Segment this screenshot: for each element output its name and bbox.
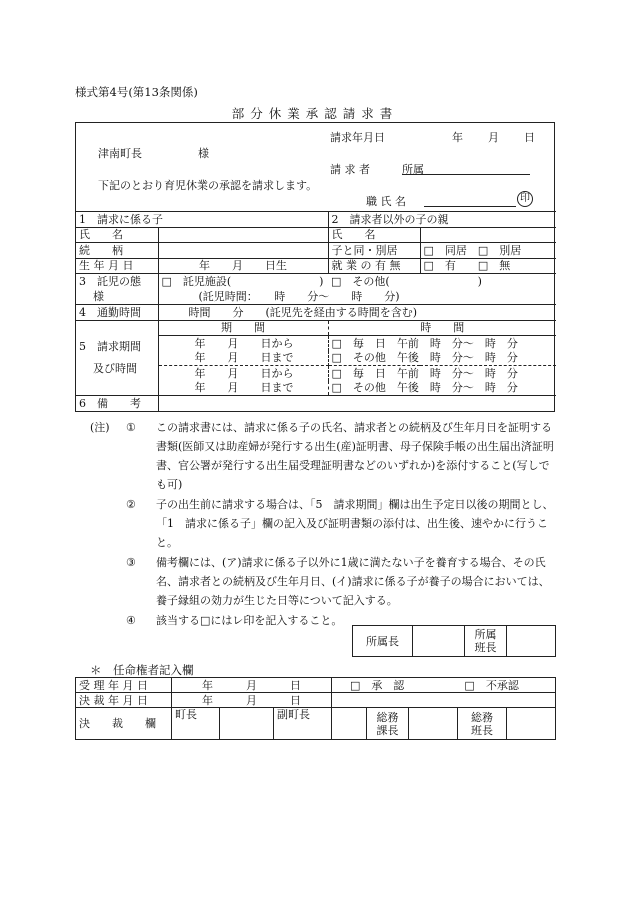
general-affairs-chief-stamp-box[interactable] <box>409 708 458 740</box>
day-label: 日 <box>524 131 535 144</box>
other-care-checkbox[interactable]: □ その他( ) <box>328 274 556 290</box>
birth-field[interactable]: 年 月 日生 <box>158 258 328 274</box>
notes-label: (注) <box>90 421 110 434</box>
mayor-stamp-box[interactable] <box>220 708 274 740</box>
child-name-field[interactable] <box>158 227 328 243</box>
section-childcare: 3 託児の態 様 <box>76 274 158 305</box>
facility-checkbox[interactable]: □ 託児施設( ) <box>158 274 328 290</box>
child-name-label: 氏 名 <box>76 227 158 243</box>
note-item <box>90 495 560 552</box>
form-number: 様式第4号(第13条関係) <box>75 85 198 99</box>
care-time-field[interactable]: (託児時間： 時 分～ 時 分) <box>158 289 556 305</box>
document-title: 部分休業承認請求書 <box>231 106 399 121</box>
request-statement: 下記のとおり育児休業の承認を請求します。 <box>98 179 318 192</box>
general-affairs-leader-stamp-box[interactable] <box>507 708 556 740</box>
section-child: 1 請求に係る子 <box>76 212 328 228</box>
relation-label: 続 柄 <box>76 243 158 259</box>
period1-until[interactable]: 年 月 日まで <box>158 351 328 366</box>
request-form <box>75 122 555 412</box>
vice-mayor-stamp-box[interactable] <box>332 708 367 740</box>
leader-label: 所属 班長 <box>465 626 507 657</box>
note-number: ④ <box>126 614 136 627</box>
note-text: この請求書には、請求に係る子の氏名、請求者との続柄及び生年月日を証明する書類(医師又は助産婦が発行する出生(産)証明書、母子保険手帳の出生届出済証明書、官公署が発行する出生届受理証明書などのいずれか)を添付すること(写しでも可) <box>156 421 554 491</box>
time1-daily[interactable]: □ 毎 日 午前 時 分～ 時 分 <box>328 336 556 351</box>
note-text: 備考欄には、(ア)請求に係る子以外に1歳に満たない子を養育する場合、その氏名、請求者との続柄及び生年月日、(イ)請求に係る子が養子の場合においては、養子縁組の効力が生じた日等について記入する。 <box>156 556 550 607</box>
living-options[interactable] <box>420 243 556 259</box>
approval-stamp-table <box>352 625 556 657</box>
parent-name-label: 氏 名 <box>328 227 420 243</box>
employment-options[interactable] <box>420 258 556 274</box>
time1-other[interactable]: □ その他 午後 時 分～ 時 分 <box>328 351 556 366</box>
vice-mayor-label: 副町長 <box>274 708 332 740</box>
decided-date-label: 決 裁 年 月 日 <box>76 693 172 708</box>
note-number: ③ <box>126 556 136 569</box>
time2-other[interactable]: □ その他 午後 時 分～ 時 分 <box>328 381 556 396</box>
reject-checkbox[interactable]: □ 不承認 <box>464 678 519 692</box>
employed-yes-checkbox[interactable]: □ 有 <box>423 259 456 273</box>
note-number: ② <box>126 498 136 511</box>
decision-column-label: 決 裁 欄 <box>76 708 172 740</box>
section-other-parent: 2 請求者以外の子の親 <box>328 212 556 228</box>
month-label: 月 <box>488 131 499 144</box>
year-label: 年 <box>452 131 463 144</box>
parent-name-field[interactable] <box>420 227 556 243</box>
period2-from[interactable]: 年 月 日から <box>158 366 328 381</box>
chief-stamp-box[interactable] <box>413 626 465 657</box>
general-affairs-leader-label: 総務 班長 <box>458 708 507 740</box>
affiliation-line <box>402 174 530 175</box>
chief-label: 所属長 <box>353 626 413 657</box>
decision-options[interactable] <box>332 678 556 693</box>
birth-label: 生 年 月 日 <box>76 258 158 274</box>
time-header: 時 間 <box>328 320 556 336</box>
appointer-heading: ＊ 任命権者記入欄 <box>90 663 194 677</box>
note-text: 該当する□にはレ印を記入すること。 <box>156 614 343 627</box>
addressee-suffix: 様 <box>198 147 209 160</box>
request-details-table <box>76 211 556 411</box>
received-date-field[interactable]: 年 月 日 <box>172 678 332 693</box>
leader-stamp-box[interactable] <box>507 626 556 657</box>
section-period: 5 請求期間 及び時間 <box>76 320 158 396</box>
general-affairs-chief-label: 総務 課長 <box>367 708 409 740</box>
commute-field[interactable]: 時間 分 (託児先を経由する時間を含む) <box>158 305 556 321</box>
employment-label: 就 業 の 有 無 <box>328 258 420 274</box>
note-number: ① <box>126 421 136 434</box>
period1-from[interactable]: 年 月 日から <box>158 336 328 351</box>
name-line <box>424 206 516 207</box>
section-remarks: 6 備 考 <box>76 396 158 411</box>
period2-until[interactable]: 年 月 日まで <box>158 381 328 396</box>
form-header <box>76 123 554 211</box>
period-header: 期 間 <box>158 320 328 336</box>
mayor-label: 町長 <box>172 708 220 740</box>
notes <box>90 418 560 631</box>
name-label: 職 氏 名 <box>366 195 406 208</box>
received-date-label: 受 理 年 月 日 <box>76 678 172 693</box>
appointer-table <box>75 677 556 740</box>
note-text: 子の出生前に請求する場合は、「5 請求期間」欄は出生予定日以後の期間とし、「1 請求に係る子」欄の記入及び証明書類の添付は、出生後、速やかに行うこと。 <box>156 498 554 549</box>
section-commute: 4 通勤時間 <box>76 305 158 321</box>
seal-mark: 印 <box>517 191 533 207</box>
decided-date-field[interactable]: 年 月 日 <box>172 693 332 708</box>
separate-residence-checkbox[interactable]: □ 別居 <box>477 243 522 257</box>
request-date-label: 請求年月日 <box>330 131 385 144</box>
living-label: 子と同・別居 <box>328 243 420 259</box>
addressee: 津南町長 <box>98 147 142 160</box>
employed-no-checkbox[interactable]: □ 無 <box>477 259 511 273</box>
time2-daily[interactable]: □ 毎 日 午前 時 分～ 時 分 <box>328 366 556 381</box>
approve-checkbox[interactable]: □ 承 認 <box>350 678 405 692</box>
note-item <box>90 553 560 610</box>
remarks-field[interactable] <box>158 396 556 411</box>
requester-label: 請 求 者 <box>330 163 370 176</box>
decided-blank <box>332 693 556 708</box>
relation-field[interactable] <box>158 243 328 259</box>
note-item <box>90 418 560 494</box>
affiliation-label: 所属 <box>402 163 424 176</box>
same-residence-checkbox[interactable]: □ 同居 <box>423 243 467 257</box>
